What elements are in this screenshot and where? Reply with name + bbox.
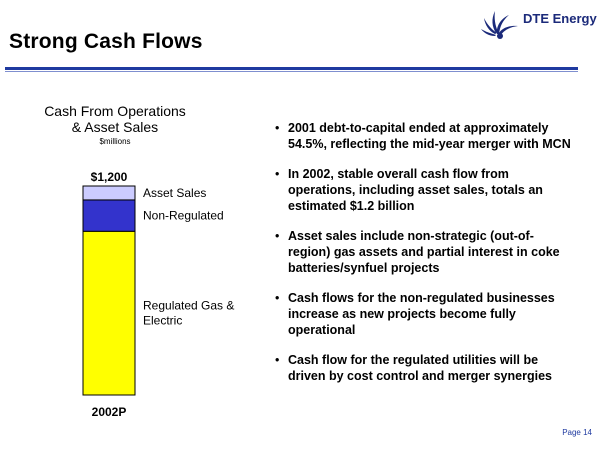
bullet-dot-icon: • bbox=[275, 229, 280, 243]
bullet-dot-icon: • bbox=[275, 353, 280, 367]
chart-title-line-1: Cash From Operations bbox=[44, 103, 186, 119]
bullet-dot-icon: • bbox=[275, 291, 280, 305]
chart-title-line-2: & Asset Sales bbox=[71, 119, 159, 135]
bullet-text: Asset sales include non-strategic (out-of-region) gas assets and partial interest in coke batteries/synfuel projects bbox=[288, 229, 560, 275]
segment-label-line: Regulated Gas & bbox=[143, 298, 235, 313]
chart-subtitle: $millions bbox=[99, 137, 131, 146]
bullet-dot-icon: • bbox=[275, 167, 280, 181]
bullet-item bbox=[273, 166, 573, 214]
total-label: $1,200 bbox=[90, 170, 128, 184]
bar-stack bbox=[83, 186, 135, 395]
page-number: Page 14 bbox=[562, 428, 592, 437]
segment-label bbox=[143, 299, 234, 328]
bullet-text: In 2002, stable overall cash flow from operations, including asset sales, totals an estimated $1.2 billion bbox=[288, 167, 543, 213]
bullet-text: Cash flow for the regulated utilities will be driven by cost control and merger synergies bbox=[288, 353, 552, 383]
segment-label bbox=[143, 186, 206, 200]
bar-segment-non-regulated bbox=[83, 200, 135, 231]
bullet-item bbox=[273, 228, 573, 276]
bar-segment-asset-sales bbox=[83, 186, 135, 200]
segment-label-line: Non-Regulated bbox=[143, 208, 224, 223]
bullet-item bbox=[273, 290, 573, 338]
category-label: 2002P bbox=[91, 405, 127, 419]
bullet-text: Cash flows for the non-regulated businesses increase as new projects become fully operational bbox=[288, 291, 555, 337]
logo-text: DTE Energy bbox=[523, 11, 597, 26]
bar-segment-regulated-gas-electric bbox=[83, 231, 135, 395]
bullet-list bbox=[273, 120, 573, 398]
bullet-text: 2001 debt-to-capital ended at approximately 54.5%, reflecting the mid-year merger with MCN bbox=[288, 121, 571, 151]
segment-label bbox=[143, 209, 224, 223]
bullet-dot-icon: • bbox=[275, 121, 280, 135]
segment-label-line: Electric bbox=[143, 313, 183, 328]
segment-label-line: Asset Sales bbox=[143, 185, 207, 200]
bullet-item bbox=[273, 120, 573, 152]
page-title: Strong Cash Flows bbox=[9, 30, 203, 53]
segment-labels bbox=[143, 186, 234, 328]
bullet-item bbox=[273, 352, 573, 384]
